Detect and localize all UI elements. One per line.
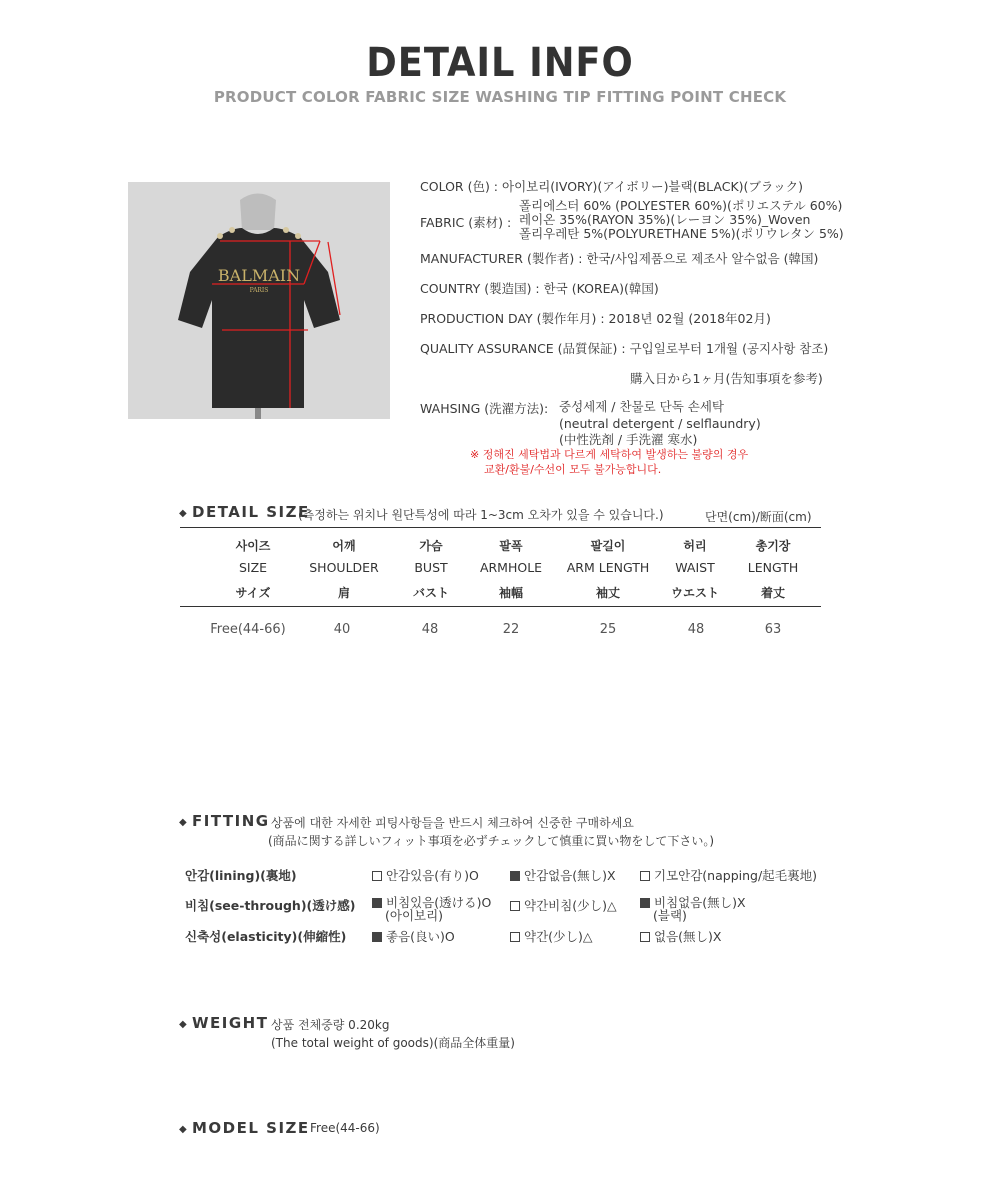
arm-length-header-ko: 팔길이	[590, 539, 626, 553]
size-value: Free(44-66)	[210, 622, 286, 637]
bust-header-jp: バスト	[412, 586, 449, 600]
weight-desc: (The total weight of goods)(商品全体重量)	[271, 1036, 515, 1050]
table-header-rule	[180, 606, 821, 607]
fitting-heading: FITTING	[192, 812, 270, 830]
length-header-jp: 着丈	[760, 586, 785, 600]
fitting-option: 기모안감(napping/起毛裏地)	[640, 866, 817, 884]
armhole-value: 22	[502, 622, 520, 637]
arm-length-header-en: ARM LENGTH	[566, 560, 650, 575]
fitting-desc-jp: (商品に関する詳しいフィット事項を必ずチェックして慎重に買い物をして下さい。)	[268, 834, 715, 848]
checkbox-filled-icon	[372, 932, 382, 942]
fitting-desc: 상품에 대한 자세한 피팅사항들을 반드시 체크하여 신중한 구매하세요	[271, 816, 634, 830]
production-day-info: PRODUCTION DAY (製作年月) : 2018년 02월 (2018年02月)	[420, 311, 771, 326]
size-header-ko: 사이즈	[235, 539, 271, 553]
fitting-label-lining: 안감(lining)(裏地)	[185, 868, 297, 883]
diamond-bullet-icon: ◆	[179, 508, 187, 519]
fitting-option: 좋음(良い)O	[372, 927, 455, 945]
page-subtitle: PRODUCT COLOR FABRIC SIZE WASHING TIP FITTING POINT CHECK	[213, 88, 787, 106]
arm-length-value: 25	[599, 622, 617, 637]
fitting-option: 안감있음(有り)O	[372, 866, 479, 884]
checkbox-empty-icon	[372, 871, 382, 881]
fitting-label-see-through: 비침(see-through)(透け感)	[185, 898, 356, 913]
fitting-option: 비침있음(透ける)O (아이보리)	[372, 896, 491, 922]
length-value: 63	[764, 622, 782, 637]
waist-value: 48	[687, 622, 705, 637]
print-text: BALMAIN	[217, 266, 301, 285]
warning-line: 교환/환불/수선이 모두 불가능합니다.	[484, 463, 662, 476]
fabric-label: FABRIC (素材) :	[420, 215, 512, 230]
fitting-option: 비침없음(無し)X (블랙)	[640, 896, 746, 922]
checkbox-filled-icon	[510, 871, 520, 881]
washing-line: 중성세제 / 찬물로 단독 손세탁	[559, 399, 725, 414]
page-title: DETAIL INFO	[366, 40, 634, 86]
size-unit: 단면(cm)/断面(cm)	[705, 510, 812, 524]
checkbox-empty-icon	[510, 932, 520, 942]
washing-values	[559, 399, 761, 449]
detail-size-note: (측정하는 위치나 원단특성에 따라 1~3cm 오차가 있을 수 있습니다.)	[298, 508, 664, 522]
fabric-line: 폴리우레탄 5%(POLYURETHANE 5%)(ポリウレタン 5%)	[519, 226, 844, 241]
fitting-option: 안감없음(無し)X	[510, 866, 616, 884]
diamond-bullet-icon: ◆	[179, 817, 187, 828]
armhole-header-jp: 袖幅	[498, 586, 523, 600]
shoulder-header-ko: 어깨	[332, 539, 356, 553]
bust-header-ko: 가슴	[419, 539, 443, 553]
checkbox-empty-icon	[640, 932, 650, 942]
fitting-label-elasticity: 신축성(elasticity)(伸縮性)	[185, 929, 347, 944]
size-header-jp: サイズ	[235, 586, 271, 600]
fabric-line: 폴리에스터 60% (POLYESTER 60%)(ポリエステル 60%)	[519, 198, 843, 213]
print-subtext: PARIS	[249, 287, 269, 294]
quality-info: QUALITY ASSURANCE (品質保証) : 구입일로부터 1개월 (공지사항 참조)	[420, 341, 829, 356]
checkbox-filled-icon	[372, 898, 382, 908]
checkbox-filled-icon	[640, 898, 650, 908]
warning-line: ※ 정해진 세탁법과 다르게 세탁하여 발생하는 불량의 경우	[470, 448, 749, 461]
waist-header-jp: ウエスト	[670, 586, 719, 600]
washing-line: (中性洗剤 / 手洗濯 寒水)	[559, 432, 698, 447]
waist-header-en: WAIST	[675, 560, 715, 575]
weight-value: 상품 전체중량 0.20kg	[271, 1018, 390, 1032]
waist-header-ko: 허리	[683, 539, 707, 553]
model-size-value: Free(44-66)	[310, 1121, 380, 1135]
fitting-option: 약간비침(少し)△	[510, 896, 617, 914]
detail-size-heading: DETAIL SIZE	[192, 503, 310, 521]
washing-warning	[470, 447, 748, 477]
checkbox-empty-icon	[640, 871, 650, 881]
armhole-header-ko: 팔폭	[499, 539, 523, 553]
color-info: COLOR (色) : 아이보리(IVORY)(アイボリー)블랙(BLACK)(ブラック)	[420, 179, 804, 194]
bust-value: 48	[421, 622, 439, 637]
shoulder-value: 40	[333, 622, 351, 637]
tshirt-illustration	[128, 182, 390, 419]
table-top-rule	[180, 527, 821, 528]
country-info: COUNTRY (製造国) : 한국 (KOREA)(韓国)	[420, 281, 659, 296]
fabric-line: 레이온 35%(RAYON 35%)(レーヨン 35%)_Woven	[519, 212, 811, 227]
length-header-ko: 총기장	[755, 539, 791, 553]
quality-info-jp: 購入日から1ヶ月(告知事項を参考)	[630, 371, 823, 386]
armhole-header-en: ARMHOLE	[479, 560, 543, 575]
diamond-bullet-icon: ◆	[179, 1019, 187, 1030]
size-header-en: SIZE	[238, 560, 268, 575]
shoulder-header-en: SHOULDER	[309, 560, 379, 575]
fitting-option: 약간(少し)△	[510, 927, 593, 945]
manufacturer-info: MANUFACTURER (製作者) : 한국/사입제품으로 제조사 알수없음 (韓国)	[420, 251, 819, 266]
model-size-heading: MODEL SIZE	[192, 1119, 310, 1137]
length-header-en: LENGTH	[747, 560, 799, 575]
weight-heading: WEIGHT	[192, 1014, 269, 1032]
arm-length-header-jp: 袖丈	[595, 586, 620, 600]
bust-header-en: BUST	[414, 560, 448, 575]
product-photo	[128, 182, 390, 419]
shoulder-header-jp: 肩	[337, 586, 350, 600]
fabric-values	[519, 199, 844, 241]
checkbox-empty-icon	[510, 901, 520, 911]
diamond-bullet-icon: ◆	[179, 1124, 187, 1135]
washing-label: WAHSING (洗濯方法):	[420, 401, 549, 416]
fitting-option: 없음(無し)X	[640, 927, 721, 945]
washing-line: (neutral detergent / selflaundry)	[559, 415, 761, 431]
